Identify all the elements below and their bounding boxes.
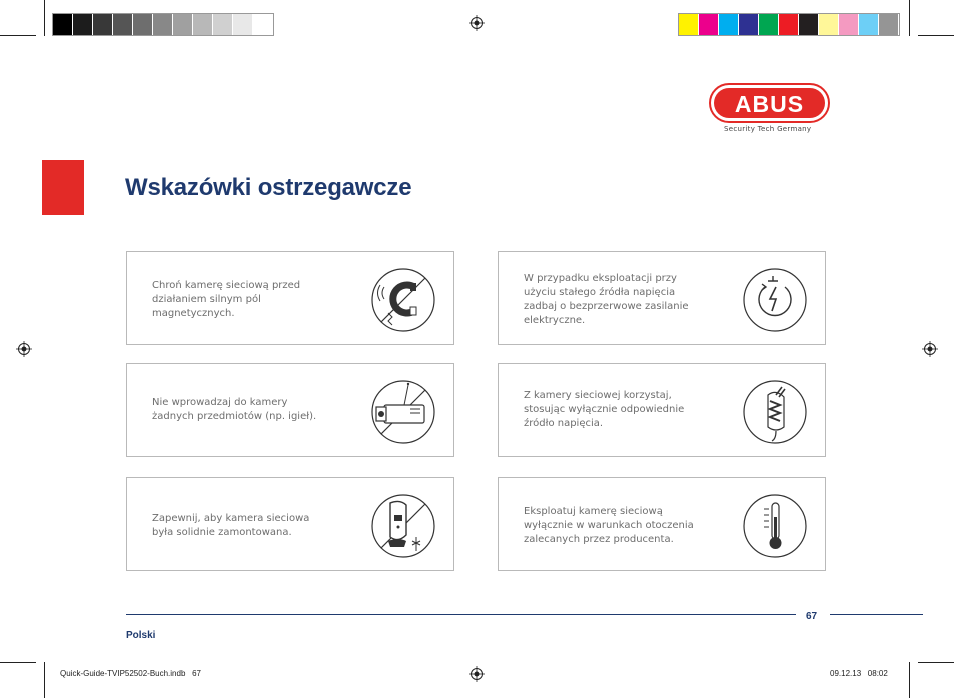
crop-mark xyxy=(909,0,910,36)
color-swatch xyxy=(679,14,699,35)
power-cycle-icon xyxy=(742,267,808,333)
crop-mark xyxy=(44,662,45,698)
camera-mount-prohibited-icon xyxy=(370,493,436,559)
color-swatch xyxy=(779,14,799,35)
page-title: Wskazówki ostrzegawcze xyxy=(125,174,412,201)
warning-card xyxy=(126,251,454,345)
warning-card xyxy=(498,477,826,571)
warning-text: Z kamery sieciowej korzystaj, stosując wyłącznie odpowiednie źródło napięcia. xyxy=(524,390,685,429)
registration-mark-icon xyxy=(922,341,938,357)
crop-mark xyxy=(0,35,36,36)
abus-logo xyxy=(709,83,830,123)
camera-needle-prohibited-icon xyxy=(370,379,436,445)
color-swatch xyxy=(93,14,113,35)
language-label: Polski xyxy=(126,630,156,641)
warning-card xyxy=(126,477,454,571)
thermometer-icon xyxy=(742,493,808,559)
registration-mark-icon xyxy=(469,15,485,31)
crop-mark xyxy=(909,662,910,698)
print-slug-file: Quick-Guide-TVIP52502-Buch.indb 67 xyxy=(60,669,201,678)
color-swatch xyxy=(113,14,133,35)
grey-color-bar xyxy=(52,13,274,36)
warning-text: Zapewnij, aby kamera sieciowa była solidnie zamontowana. xyxy=(152,513,310,538)
print-slug-date: 09.12.13 08:02 xyxy=(830,669,888,678)
crop-mark xyxy=(44,0,45,36)
color-swatch xyxy=(53,14,73,35)
color-swatch xyxy=(799,14,819,35)
warning-card xyxy=(126,363,454,457)
warning-text: Chroń kamerę sieciową przed działaniem silnym pól magnetycznych. xyxy=(152,280,301,319)
color-swatch xyxy=(739,14,759,35)
color-swatch xyxy=(879,14,899,35)
color-swatch xyxy=(859,14,879,35)
color-swatch xyxy=(819,14,839,35)
color-swatch xyxy=(133,14,153,35)
warning-text: Nie wprowadzaj do kamery żadnych przedmiotów (np. igieł). xyxy=(152,397,317,422)
power-adapter-icon xyxy=(742,379,808,445)
logo-text: ABUS xyxy=(734,91,805,117)
registration-mark-icon xyxy=(469,666,485,682)
warning-card xyxy=(498,251,826,345)
page-number: 67 xyxy=(806,611,818,622)
color-swatch xyxy=(759,14,779,35)
warning-text: Eksploatuj kamerę sieciową wyłącznie w warunkach otoczenia zalecanych przez producenta. xyxy=(524,506,694,545)
crop-mark xyxy=(0,662,36,663)
warning-text: W przypadku eksploatacji przy użyciu stałego źródła napięcia zadbaj o bezprzerwowe zasilanie elektryczne. xyxy=(524,273,689,326)
crop-mark xyxy=(918,662,954,663)
warning-card xyxy=(498,363,826,457)
footer-rule xyxy=(830,614,923,615)
color-swatch xyxy=(73,14,93,35)
color-swatch xyxy=(233,14,253,35)
color-swatch xyxy=(719,14,739,35)
footer-rule xyxy=(126,614,796,615)
color-swatch xyxy=(253,14,273,35)
section-accent-block xyxy=(42,160,84,215)
color-swatch xyxy=(193,14,213,35)
color-swatch xyxy=(699,14,719,35)
logo-tagline: Security Tech Germany xyxy=(724,125,812,133)
color-swatch xyxy=(213,14,233,35)
cmyk-color-bar xyxy=(678,13,900,36)
registration-mark-icon xyxy=(16,341,32,357)
color-swatch xyxy=(153,14,173,35)
color-swatch xyxy=(839,14,859,35)
color-swatch xyxy=(173,14,193,35)
magnet-prohibited-icon xyxy=(370,267,436,333)
crop-mark xyxy=(918,35,954,36)
